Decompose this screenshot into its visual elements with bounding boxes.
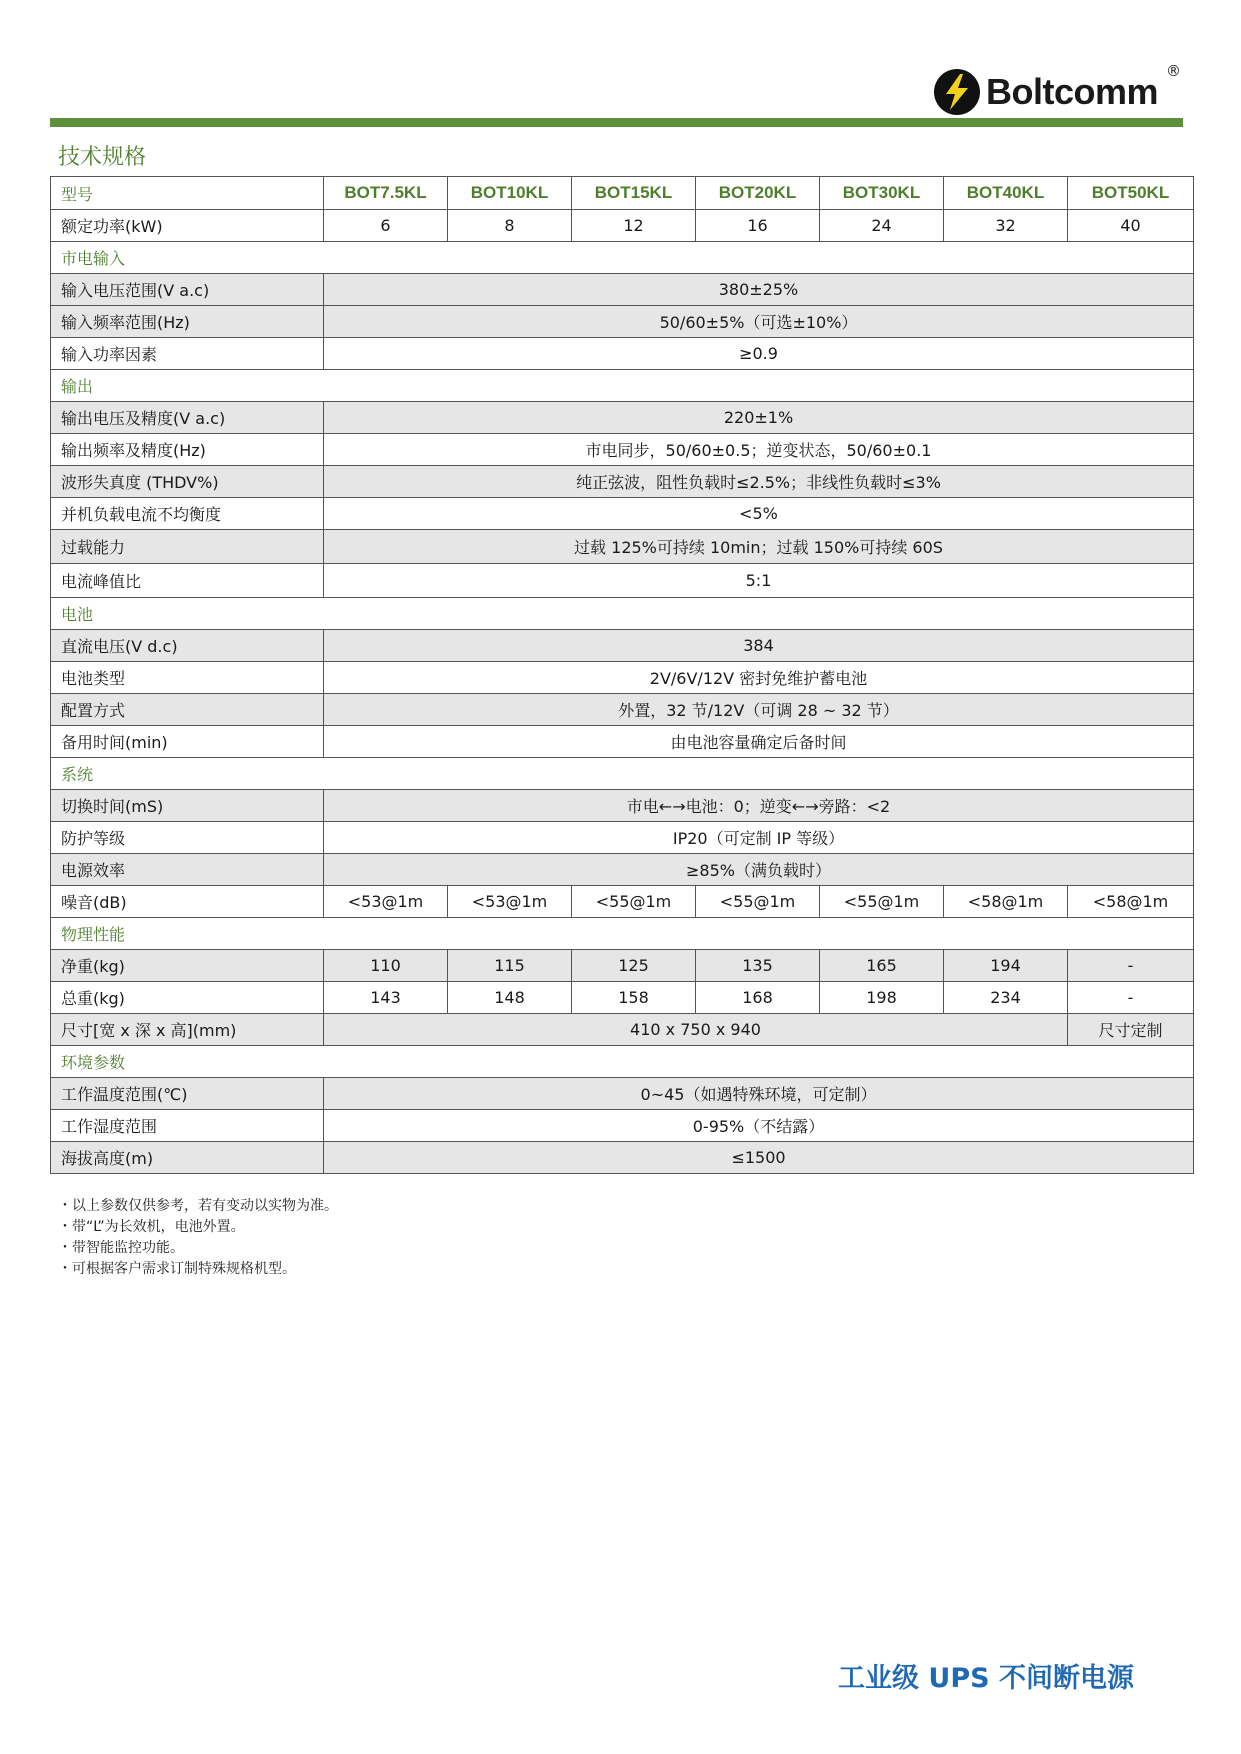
row-label: 噪音(dB) (51, 886, 324, 918)
spec-row (51, 530, 1194, 564)
spec-row (51, 1142, 1194, 1174)
row-label: 输入频率范围(Hz) (51, 306, 324, 338)
row-value: 384 (324, 630, 1194, 662)
row-label: 输入功率因素 (51, 338, 324, 370)
cell-value: 165 (820, 950, 944, 982)
row-label: 总重(kg) (51, 982, 324, 1014)
cell-value: <55@1m (820, 886, 944, 918)
cell-value: 148 (448, 982, 572, 1014)
row-label: 防护等级 (51, 822, 324, 854)
cell-value: 125 (572, 950, 696, 982)
row-label: 配置方式 (51, 694, 324, 726)
spec-row (51, 434, 1194, 466)
spec-row (51, 498, 1194, 530)
section-header-row (51, 598, 1194, 630)
row-value: ≥0.9 (324, 338, 1194, 370)
spec-row (51, 402, 1194, 434)
spec-row (51, 854, 1194, 886)
cell-value: 143 (324, 982, 448, 1014)
spec-row (51, 564, 1194, 598)
brand-name: Boltcomm (986, 71, 1159, 112)
section-heading: 环境参数 (51, 1046, 1194, 1078)
row-value: ≤1500 (324, 1142, 1194, 1174)
cell-value: 110 (324, 950, 448, 982)
header-divider (50, 118, 1183, 127)
row-label: 切换时间(mS) (51, 790, 324, 822)
cell-value: 12 (572, 210, 696, 242)
row-value: 市电同步，50/60±0.5；逆变状态，50/60±0.1 (324, 434, 1194, 466)
row-label: 电池类型 (51, 662, 324, 694)
section-title: 技术规格 (58, 145, 147, 170)
cell-value: <55@1m (572, 886, 696, 918)
row-label: 过载能力 (51, 530, 324, 564)
model-name: BOT15KL (572, 177, 696, 210)
spec-row (51, 662, 1194, 694)
row-value: 纯正弦波，阻性负载时≤2.5%；非线性负载时≤3% (324, 466, 1194, 498)
row-label: 并机负载电流不均衡度 (51, 498, 324, 530)
cell-value: 135 (696, 950, 820, 982)
row-label: 直流电压(V d.c) (51, 630, 324, 662)
section-header-row (51, 1046, 1194, 1078)
section-header-row (51, 758, 1194, 790)
row-value: 5:1 (324, 564, 1194, 598)
cell-value: 40 (1068, 210, 1194, 242)
section-heading: 电池 (51, 598, 1194, 630)
row-value: 过载 125%可持续 10min；过载 150%可持续 60S (324, 530, 1194, 564)
gross-weight-row (51, 982, 1194, 1014)
row-value: ≥85%（满负载时） (324, 854, 1194, 886)
section-heading: 市电输入 (51, 242, 1194, 274)
row-label: 输入电压范围(V a.c) (51, 274, 324, 306)
cell-value: 234 (944, 982, 1068, 1014)
size-row (51, 1014, 1194, 1046)
spec-row (51, 306, 1194, 338)
row-value: 380±25% (324, 274, 1194, 306)
note-item: ・以上参数仅供参考，若有变动以实物为准。 (58, 1198, 338, 1214)
cell-value: <53@1m (448, 886, 572, 918)
row-value: 由电池容量确定后备时间 (324, 726, 1194, 758)
spec-row (51, 630, 1194, 662)
section-heading: 物理性能 (51, 918, 1194, 950)
row-label: 净重(kg) (51, 950, 324, 982)
row-label: 备用时间(min) (51, 726, 324, 758)
section-header-row (51, 242, 1194, 274)
spec-row (51, 274, 1194, 306)
section-header-row (51, 918, 1194, 950)
notes-list (58, 1196, 338, 1280)
footer-title: 工业级 UPS 不间断电源 (838, 1663, 1134, 1694)
custom-size-cell: 尺寸定制 (1068, 1014, 1194, 1046)
cell-value: 115 (448, 950, 572, 982)
cell-value: 158 (572, 982, 696, 1014)
row-value: 50/60±5%（可选±10%） (324, 306, 1194, 338)
note-item: ・可根据客户需求订制特殊规格机型。 (58, 1261, 296, 1277)
row-label: 海拔高度(m) (51, 1142, 324, 1174)
cell-value: - (1068, 982, 1194, 1014)
brand-logo (934, 64, 1158, 120)
cell-value: 24 (820, 210, 944, 242)
cell-value: 16 (696, 210, 820, 242)
row-label: 工作温度范围(℃) (51, 1078, 324, 1110)
section-header-row (51, 370, 1194, 402)
spec-row (51, 726, 1194, 758)
cell-value: <55@1m (696, 886, 820, 918)
row-value: 市电←→电池：0；逆变←→旁路：<2 (324, 790, 1194, 822)
row-value: IP20（可定制 IP 等级） (324, 822, 1194, 854)
spec-row (51, 466, 1194, 498)
model-name: BOT10KL (448, 177, 572, 210)
model-name: BOT40KL (944, 177, 1068, 210)
row-value: 410 x 750 x 940 (324, 1014, 1068, 1046)
spec-row (51, 822, 1194, 854)
model-name: BOT30KL (820, 177, 944, 210)
model-label: 型号 (51, 177, 324, 210)
model-header-row (51, 177, 1194, 210)
spec-row (51, 694, 1194, 726)
row-label: 电源效率 (51, 854, 324, 886)
cell-value: 6 (324, 210, 448, 242)
registered-mark: ® (1166, 62, 1181, 80)
section-heading: 系统 (51, 758, 1194, 790)
note-item: ・带智能监控功能。 (58, 1240, 184, 1256)
spec-row (51, 1110, 1194, 1142)
spec-table (50, 176, 1194, 1174)
note-item: ・带“L”为长效机，电池外置。 (58, 1219, 245, 1235)
row-value: <5% (324, 498, 1194, 530)
lightning-bolt-circle-icon (934, 69, 980, 115)
noise-row (51, 886, 1194, 918)
cell-value: 168 (696, 982, 820, 1014)
cell-value: <53@1m (324, 886, 448, 918)
row-value: 0~45（如遇特殊环境，可定制） (324, 1078, 1194, 1110)
cell-value: 8 (448, 210, 572, 242)
rated-power-row (51, 210, 1194, 242)
row-label: 电流峰值比 (51, 564, 324, 598)
row-value: 0-95%（不结露） (324, 1110, 1194, 1142)
spec-row (51, 1078, 1194, 1110)
cell-value: <58@1m (944, 886, 1068, 918)
spec-row (51, 790, 1194, 822)
row-label: 输出频率及精度(Hz) (51, 434, 324, 466)
cell-value: <58@1m (1068, 886, 1194, 918)
row-label: 波形失真度 (THDV%) (51, 466, 324, 498)
cell-value: 32 (944, 210, 1068, 242)
cell-value: 194 (944, 950, 1068, 982)
row-value: 外置，32 节/12V（可调 28 ~ 32 节） (324, 694, 1194, 726)
row-label: 尺寸[宽 x 深 x 高](mm) (51, 1014, 324, 1046)
net-weight-row (51, 950, 1194, 982)
model-name: BOT7.5KL (324, 177, 448, 210)
section-heading: 输出 (51, 370, 1194, 402)
cell-value: - (1068, 950, 1194, 982)
row-value: 220±1% (324, 402, 1194, 434)
row-value: 2V/6V/12V 密封免维护蓄电池 (324, 662, 1194, 694)
model-name: BOT50KL (1068, 177, 1194, 210)
model-name: BOT20KL (696, 177, 820, 210)
row-label: 输出电压及精度(V a.c) (51, 402, 324, 434)
row-label: 工作湿度范围 (51, 1110, 324, 1142)
cell-value: 198 (820, 982, 944, 1014)
spec-row (51, 338, 1194, 370)
row-label: 额定功率(kW) (51, 210, 324, 242)
